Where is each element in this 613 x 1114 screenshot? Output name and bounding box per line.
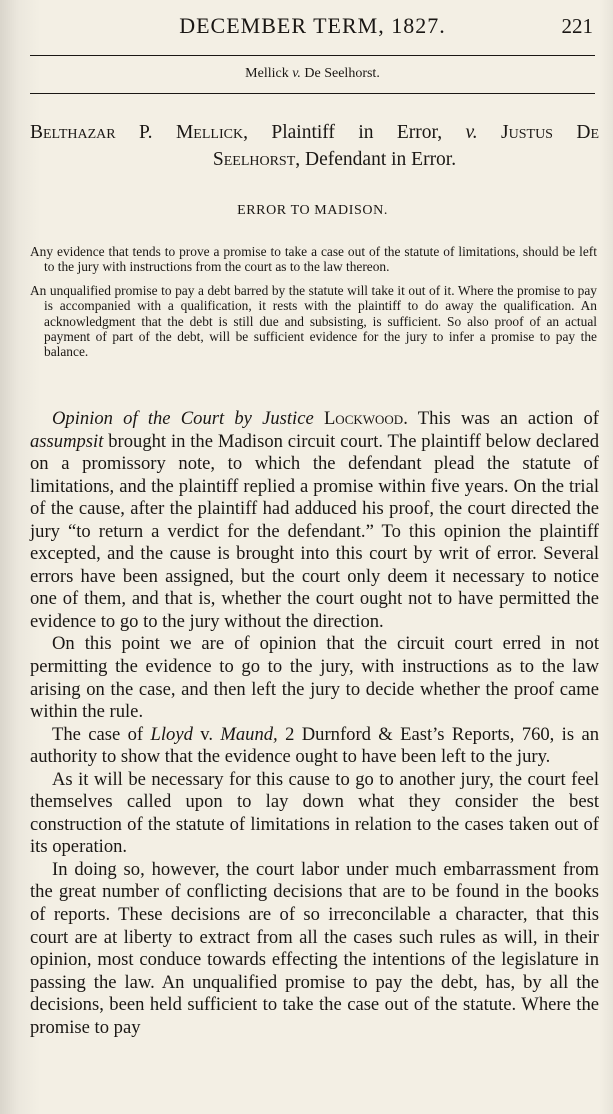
court-heading: ERROR TO MADISON.	[237, 203, 388, 218]
case-header	[30, 61, 595, 87]
opinion-text: This was an action of	[417, 408, 599, 429]
case-header-right: De Seelhorst.	[304, 66, 380, 81]
opinion-text: The case of	[52, 723, 144, 745]
opinion-body	[30, 408, 599, 1039]
header-rule-bottom	[30, 93, 595, 94]
opinion-paragraph	[30, 724, 599, 769]
plaintiff-name: Belthazar P. Mellick,	[30, 122, 248, 143]
case-title-line-1	[30, 119, 599, 146]
defendant-role: Defendant in Error.	[305, 149, 457, 170]
case-header-v: v.	[292, 66, 301, 81]
headnote: Any evidence that tends to prove a promise to take a case out of the statute of limitations, should be left to the jury with instructions from the court as to the law thereon.	[30, 244, 597, 275]
opinion-paragraph	[30, 408, 599, 633]
header-rule-top	[30, 55, 595, 56]
case-header-left: Mellick	[245, 66, 289, 81]
case-citation-name-2: Maund,	[220, 723, 278, 745]
plaintiff-role: Plaintiff in Error,	[271, 122, 443, 143]
opinion-text: 2 Durnford & East’s Reports, 760, is an authority to show that the evidence ought to have been left to the jury.	[30, 723, 600, 768]
headnotes	[30, 244, 597, 368]
opinion-intro: Opinion of the Court by Justice	[52, 408, 314, 429]
opinion-paragraph: In doing so, however, the court labor under much embarrassment from the great number of conflicting decisions that are to be found in the books of reports. These decisions are of so irreconcilable a character, that this court are at liberty to extract from all the cases such rules as will, in their opinion, most conduce towards effecting the intentions of the legislature in passing the law. An unqualified promise to pay the debt, has, by all the decisions, been held sufficient to take the case out of the statute. Where the promise to pay	[30, 858, 599, 1038]
justice-name: Lockwood.	[323, 408, 408, 429]
headnote: An unqualified promise to pay a debt barred by the statute will take it out of it. Where the promise to pay is accompanied with a qualification, it rests with the plaintiff to do away the qualification. An acknowledgment that the debt is still due and subsisting, is sufficient. So also proof of an actual payment of part of the debt, will be sufficient evidence for the jury to infer a promise to pay the balance.	[30, 282, 597, 360]
opinion-text: brought in the Madison circuit court. The plaintiff below declared on a promissory note, to which the defendant plead the statute of limitations, and the plaintiff replied a promise within five years. On the trial of the cause, after the plaintiff had adduced his proof, the court directed the jury “to return a verdict for the defendant.” To this opinion the plaintiff excepted, and the cause is brought into this court by writ of error. Several errors have been assigned, but the court only deem it necessary to notice one of them, and that is, whether the court ought not to have permitted the evidence to go to the jury without the direction.	[30, 430, 600, 632]
opinion-paragraph: As it will be necessary for this cause to go to another jury, the court feel themselves called upon to lay down what they consider the best construction of the statute of limitations in relation to the cases taken out of its operation.	[30, 768, 599, 858]
title-v: v.	[465, 122, 478, 143]
defendant-name-part-2: Seelhorst,	[212, 149, 301, 170]
defendant-name-part-1: Justus De	[501, 122, 600, 143]
assumpsit-term: assumpsit	[30, 430, 104, 452]
case-citation-v: v.	[200, 723, 213, 745]
page-number: 221	[561, 14, 593, 38]
case-title	[30, 119, 599, 173]
opinion-paragraph: On this point we are of opinion that the circuit court erred in not permitting the evidence to go to the jury, with instructions as to the law arising on the case, and then left the jury to decide whether the proof came within the rule.	[30, 633, 599, 723]
case-citation-name: Lloyd	[150, 723, 193, 745]
case-title-line-2	[30, 146, 599, 173]
term-heading: DECEMBER TERM, 1827.	[179, 13, 446, 38]
running-head	[30, 10, 595, 44]
